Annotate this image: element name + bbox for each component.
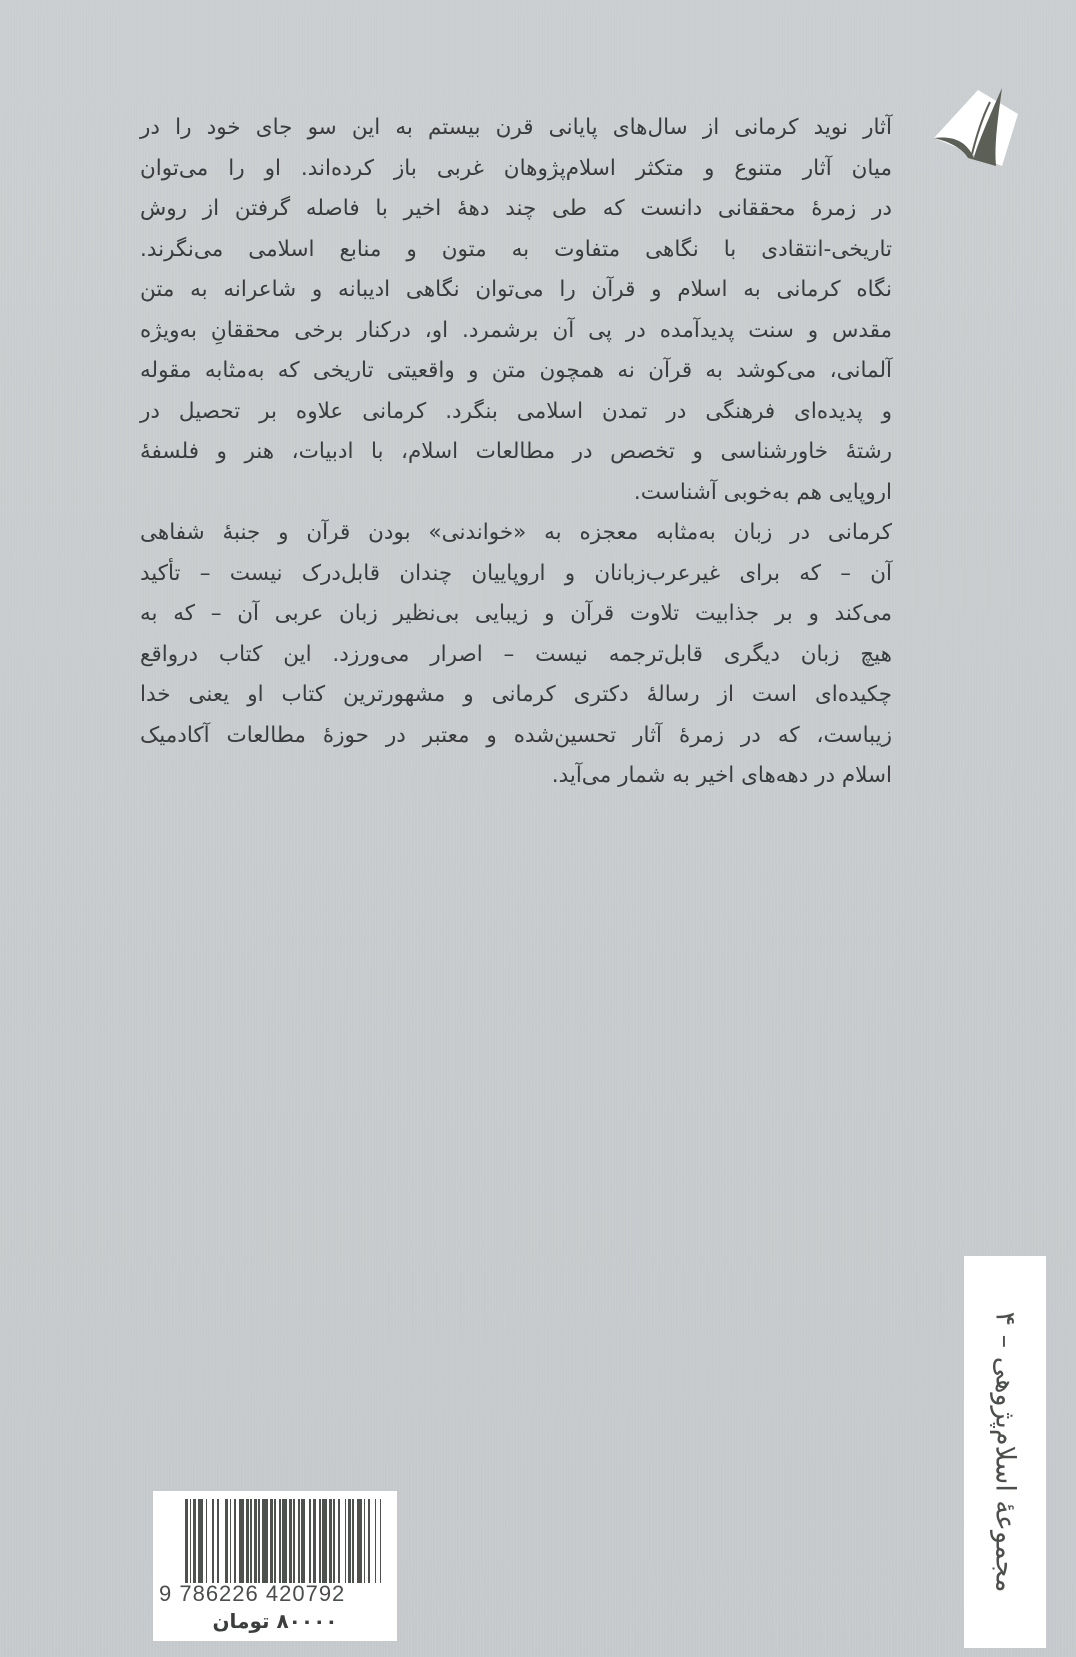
blurb-text: [140, 108, 892, 797]
blurb-line: اسلام در دهه‌های اخیر به شمار می‌آید.: [551, 763, 892, 788]
blurb-line: و پدیده‌ای فرهنگی در تمدن اسلامی بنگرد. کرمانی علاوه بر تحصیل در: [140, 398, 892, 424]
blurb-line: کرمانی در زبان به‌مثابه معجزه به «خواندنی» بودن قرآن و جنبهٔ شفاهی: [140, 520, 892, 545]
blurb-line: اروپایی هم به‌خوبی آشناست.: [633, 479, 892, 505]
blurb-line: رشتهٔ خاورشناسی و تخصص در مطالعات اسلام، با ادبیات، هنر و فلسفهٔ: [140, 439, 892, 464]
blurb-line: تاریخی-انتقادی با نگاهی متفاوت به متون و منابع اسلامی می‌نگرند.: [140, 236, 892, 262]
blurb-line: چکیده‌ای است از رسالهٔ دکتری کرمانی و مشهورترین کتاب او یعنی خدا: [140, 682, 892, 707]
blurb-line: مقدس و سنت پدیدآمده در پی آن برشمرد. او، درکنار برخی محققانِ به‌ویژه: [140, 317, 892, 343]
blurb-line: هیچ زبان دیگری قابل‌ترجمه نیست – اصرار می‌ورزد. این کتاب درواقع: [140, 641, 892, 667]
price-label: ۸۰۰۰۰ تومان: [212, 1609, 338, 1633]
blurb-line: زیباست، که در زمرهٔ آثار تحسین‌شده و معتبر در حوزهٔ مطالعات آکادمیک: [140, 722, 892, 748]
barcode-bars: [185, 1499, 385, 1583]
blurb-paragraph-2: [140, 513, 892, 797]
series-label: مجموعهٔ اسلام‌پژوهی – ۴: [989, 1311, 1021, 1593]
blurb-line: نگاه کرمانی به اسلام و قرآن را می‌توان نگاهی ادیبانه و شاعرانه به متن: [140, 277, 892, 302]
publisher-logo-icon: [932, 78, 1020, 170]
isbn-digits: 9 786226 420792: [159, 1581, 346, 1606]
blurb-paragraph-1: [140, 108, 892, 513]
blurb-line: می‌کند و بر جذابیت تلاوت قرآن و زیبایی بی‌نظیر زبان عربی آن – که به: [140, 601, 892, 626]
blurb-line: میان آثار متنوع و متکثر اسلام‌پژوهان غربی باز کرده‌اند. او را می‌توان: [140, 155, 892, 181]
blurb-line: آثار نوید کرمانی از سال‌های پایانی قرن بیستم به این سو جای خود را در: [140, 115, 892, 140]
barcode-space: [381, 1499, 384, 1583]
blurb-line: آلمانی، می‌کوشد به قرآن نه همچون متن و واقعیتی تاریخی که به‌مثابه مقوله: [140, 358, 892, 383]
isbn-barcode: [153, 1491, 397, 1641]
series-label-box: [964, 1256, 1046, 1648]
blurb-line: آن – که برای غیرعرب‌زبانان و اروپاییان چندان قابل‌درک نیست – تأکید: [140, 560, 892, 586]
blurb-line: در زمرهٔ محققانی دانست که طی چند دههٔ اخیر با فاصله گرفتن از روش: [140, 196, 892, 221]
